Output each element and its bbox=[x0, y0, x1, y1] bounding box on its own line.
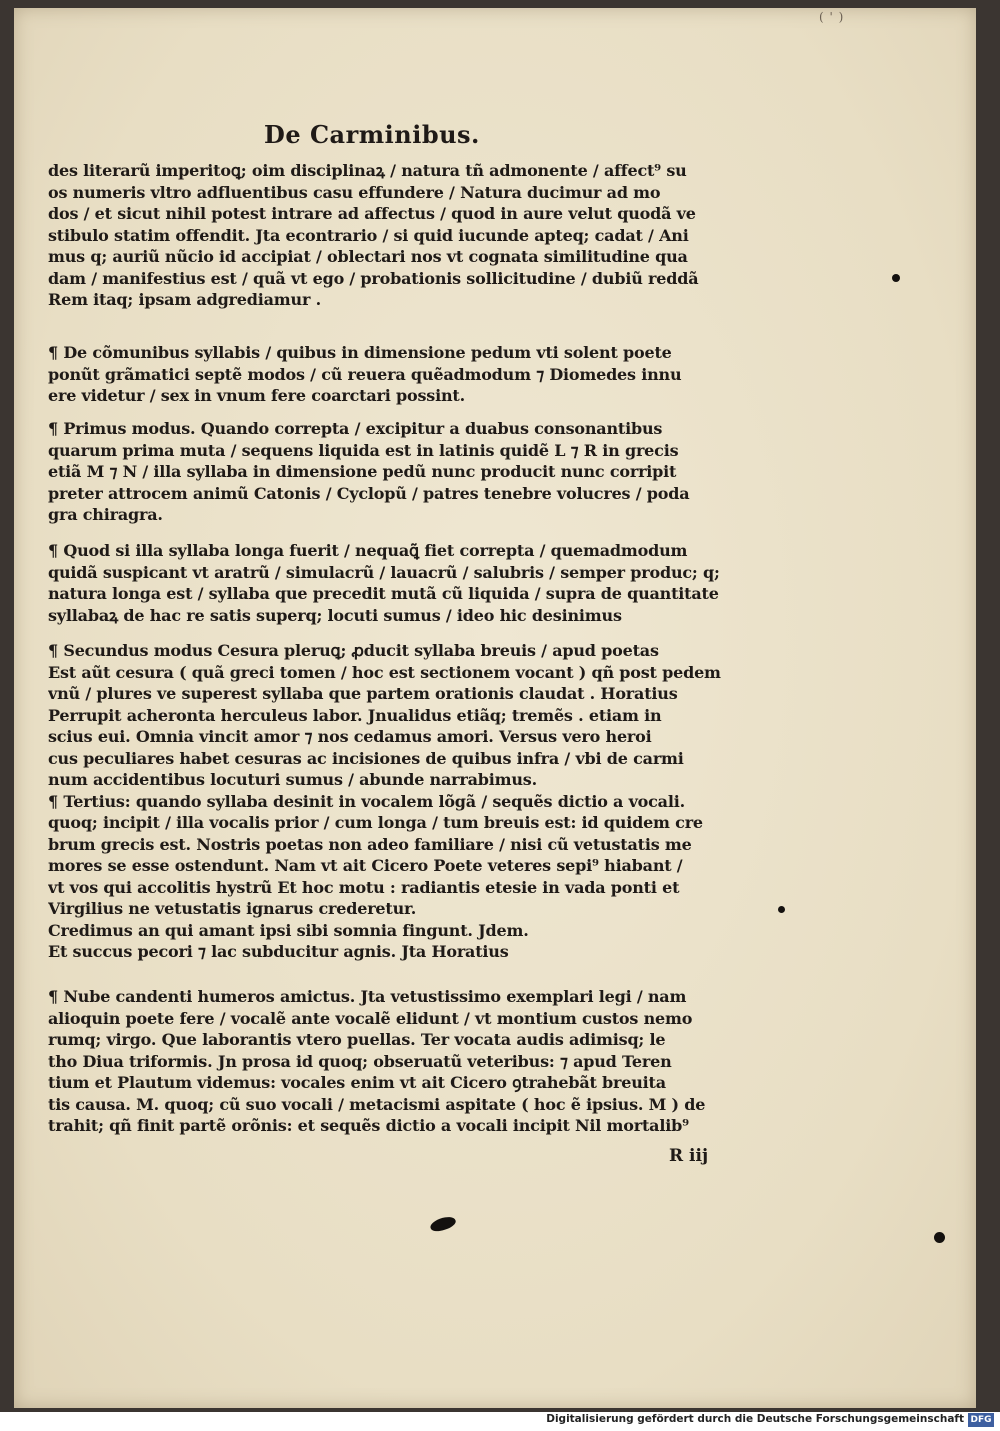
text-line: mores se esse ostendunt. Nam vt ait Cicero Poete veteres sepi⁹ hiabant / bbox=[48, 856, 683, 875]
text-line: brum grecis est. Nostris poetas non adeo familiare / nisi cũ vetustatis me bbox=[48, 834, 692, 854]
digitization-credit: Digitalisierung gefördert durch die Deutsche Forschungsgemeinschaft bbox=[546, 1413, 964, 1425]
ink-blot bbox=[429, 1214, 458, 1234]
text-line: des literarũ imperitoꝗ; oim disciplinaꝝ / natura tñ admonente / affect⁹ su bbox=[48, 161, 687, 180]
text-line: ¶ De cõmunibus syllabis / quibus in dimensione pedum vti solent poete bbox=[48, 343, 672, 362]
text-line: ¶ Tertius: quando syllaba desinit in vocalem lõgã / sequẽs dictio a vocali. bbox=[48, 791, 685, 811]
text-line: quarum prima muta / sequens liquida est in latinis quidẽ L ⁊ R in grecis bbox=[48, 440, 679, 460]
text-line: preter attrocem animũ Catonis / Cyclopũ / patres tenebre volucres / poda bbox=[48, 483, 690, 503]
text-line: etiã M ⁊ N / illa syllaba in dimensione pedũ nunc producit nunc corripit bbox=[48, 462, 677, 481]
ink-spot bbox=[778, 906, 785, 913]
text-line: os numeris vltro adfluentibus casu effundere / Natura ducimur ad mo bbox=[48, 182, 661, 202]
text-line: Rem itaq; ipsam adgrediamur . bbox=[48, 290, 321, 309]
text-line: dam / manifestius est / quã vt ego / probationis sollicitudine / dubiũ reddã bbox=[48, 268, 699, 288]
text-line: ponũt grãmatici septẽ modos / cũ reuera quẽadmodum ⁊ Diomedes innu bbox=[48, 364, 682, 384]
text-line: tho Diua triformis. Jn prosa id quoq; obseruatũ veteribus: ⁊ apud Teren bbox=[48, 1051, 672, 1071]
text-line: vnũ / plures ve superest syllaba que partem orationis claudat . Horatius bbox=[48, 684, 678, 703]
ink-spot bbox=[892, 274, 900, 282]
text-line: Est aũt cesura ( quã greci tomen / hoc est sectionem vocant ) qñ post pedem bbox=[48, 662, 721, 682]
ink-spot bbox=[934, 1232, 945, 1243]
signature-mark: R iij bbox=[669, 1146, 709, 1166]
text-line: ¶ Primus modus. Quando correpta / excipitur a duabus consonantibus bbox=[48, 419, 663, 438]
text-line: num accidentibus locuturi sumus / abunde narrabimus. bbox=[48, 770, 537, 789]
text-line: quidã suspicant vt aratrũ / simulacrũ / lauacrũ / salubris / semper produc; q; bbox=[48, 562, 720, 582]
text-line: trahit; qñ finit partẽ orõnis: et sequẽs dictio a vocali incipit Nil mortalib⁹ bbox=[48, 1116, 689, 1135]
text-line: vt vos qui accolitis hystrũ Et hoc motu : radiantis etesie in vada ponti et bbox=[48, 877, 680, 897]
text-line: natura longa est / syllaba que precedit mutã cũ liquida / supra de quantitate bbox=[48, 584, 719, 603]
paragraph-intro bbox=[48, 160, 768, 311]
text-line: quoq; incipit / illa vocalis prior / cum longa / tum breuis est: id quidem cre bbox=[48, 813, 703, 832]
paragraph-secundus-tertius bbox=[48, 640, 768, 963]
text-line: syllabaꝝ de hac re satis superq; locuti sumus / ideo hic desinimus bbox=[48, 605, 622, 625]
text-line: cus peculiares habet cesuras ac incisiones de quibus infra / vbi de carmi bbox=[48, 748, 684, 768]
text-line: tis causa. M. quoq; cũ suo vocali / metacismi aspitate ( hoc ẽ ipsius. M ) de bbox=[48, 1094, 706, 1114]
text-line: Et succus pecori ⁊ lac subducitur agnis. Jta Horatius bbox=[48, 942, 509, 961]
text-line: Virgilius ne vetustatis ignarus crederetur. bbox=[48, 899, 417, 918]
text-line: ¶ Quod si illa syllaba longa fuerit / nequaꝗ̃ fiet correpta / quemadmodum bbox=[48, 541, 688, 560]
text-line: rumq; virgo. Que laborantis vtero puellas. Ter vocata audis adimisq; le bbox=[48, 1030, 666, 1049]
paragraph-quod-si bbox=[48, 540, 768, 626]
text-line: gra chiragra. bbox=[48, 505, 163, 524]
text-line: stibulo statim offendit. Jta econtrario / si quid iucunde apteq; cadat / Ani bbox=[48, 225, 689, 245]
text-line: ¶ Nube candenti humeros amictus. Jta vetustissimo exemplari legi / nam bbox=[48, 987, 687, 1006]
text-line: tium et Plautum videmus: vocales enim vt ait Cicero ꝯtrahebãt breuita bbox=[48, 1073, 666, 1092]
text-line: Perrupit acheronta herculeus labor. Jnualidus etiãq; tremẽs . etiam in bbox=[48, 705, 662, 725]
text-line: dos / et sicut nihil potest intrare ad affectus / quod in aure velut quodã ve bbox=[48, 204, 696, 223]
text-line: Credimus an qui amant ipsi sibi somnia fingunt. Jdem. bbox=[48, 920, 529, 940]
page-title: De Carminibus. bbox=[264, 120, 480, 149]
paragraph-communibus bbox=[48, 342, 768, 407]
corner-mark: ( ' ) bbox=[819, 10, 845, 24]
paragraph-primus bbox=[48, 418, 768, 526]
text-line: ¶ Secundus modus Cesura pleruꝗ; ꝓducit syllaba breuis / apud poetas bbox=[48, 641, 659, 660]
text-line: mus q; auriũ nũcio id accipiat / oblectari nos vt cognata similitudine qua bbox=[48, 247, 688, 266]
text-line: alioquin poete fere / vocalẽ ante vocalẽ elidunt / vt montium custos nemo bbox=[48, 1008, 693, 1028]
book-page bbox=[14, 8, 976, 1408]
text-line: ere videtur / sex in vnum fere coarctari possint. bbox=[48, 386, 465, 405]
dfg-logo: DFG bbox=[968, 1413, 994, 1427]
paragraph-nube bbox=[48, 986, 768, 1137]
text-line: scius eui. Omnia vincit amor ⁊ nos cedamus amori. Versus vero heroi bbox=[48, 727, 652, 746]
